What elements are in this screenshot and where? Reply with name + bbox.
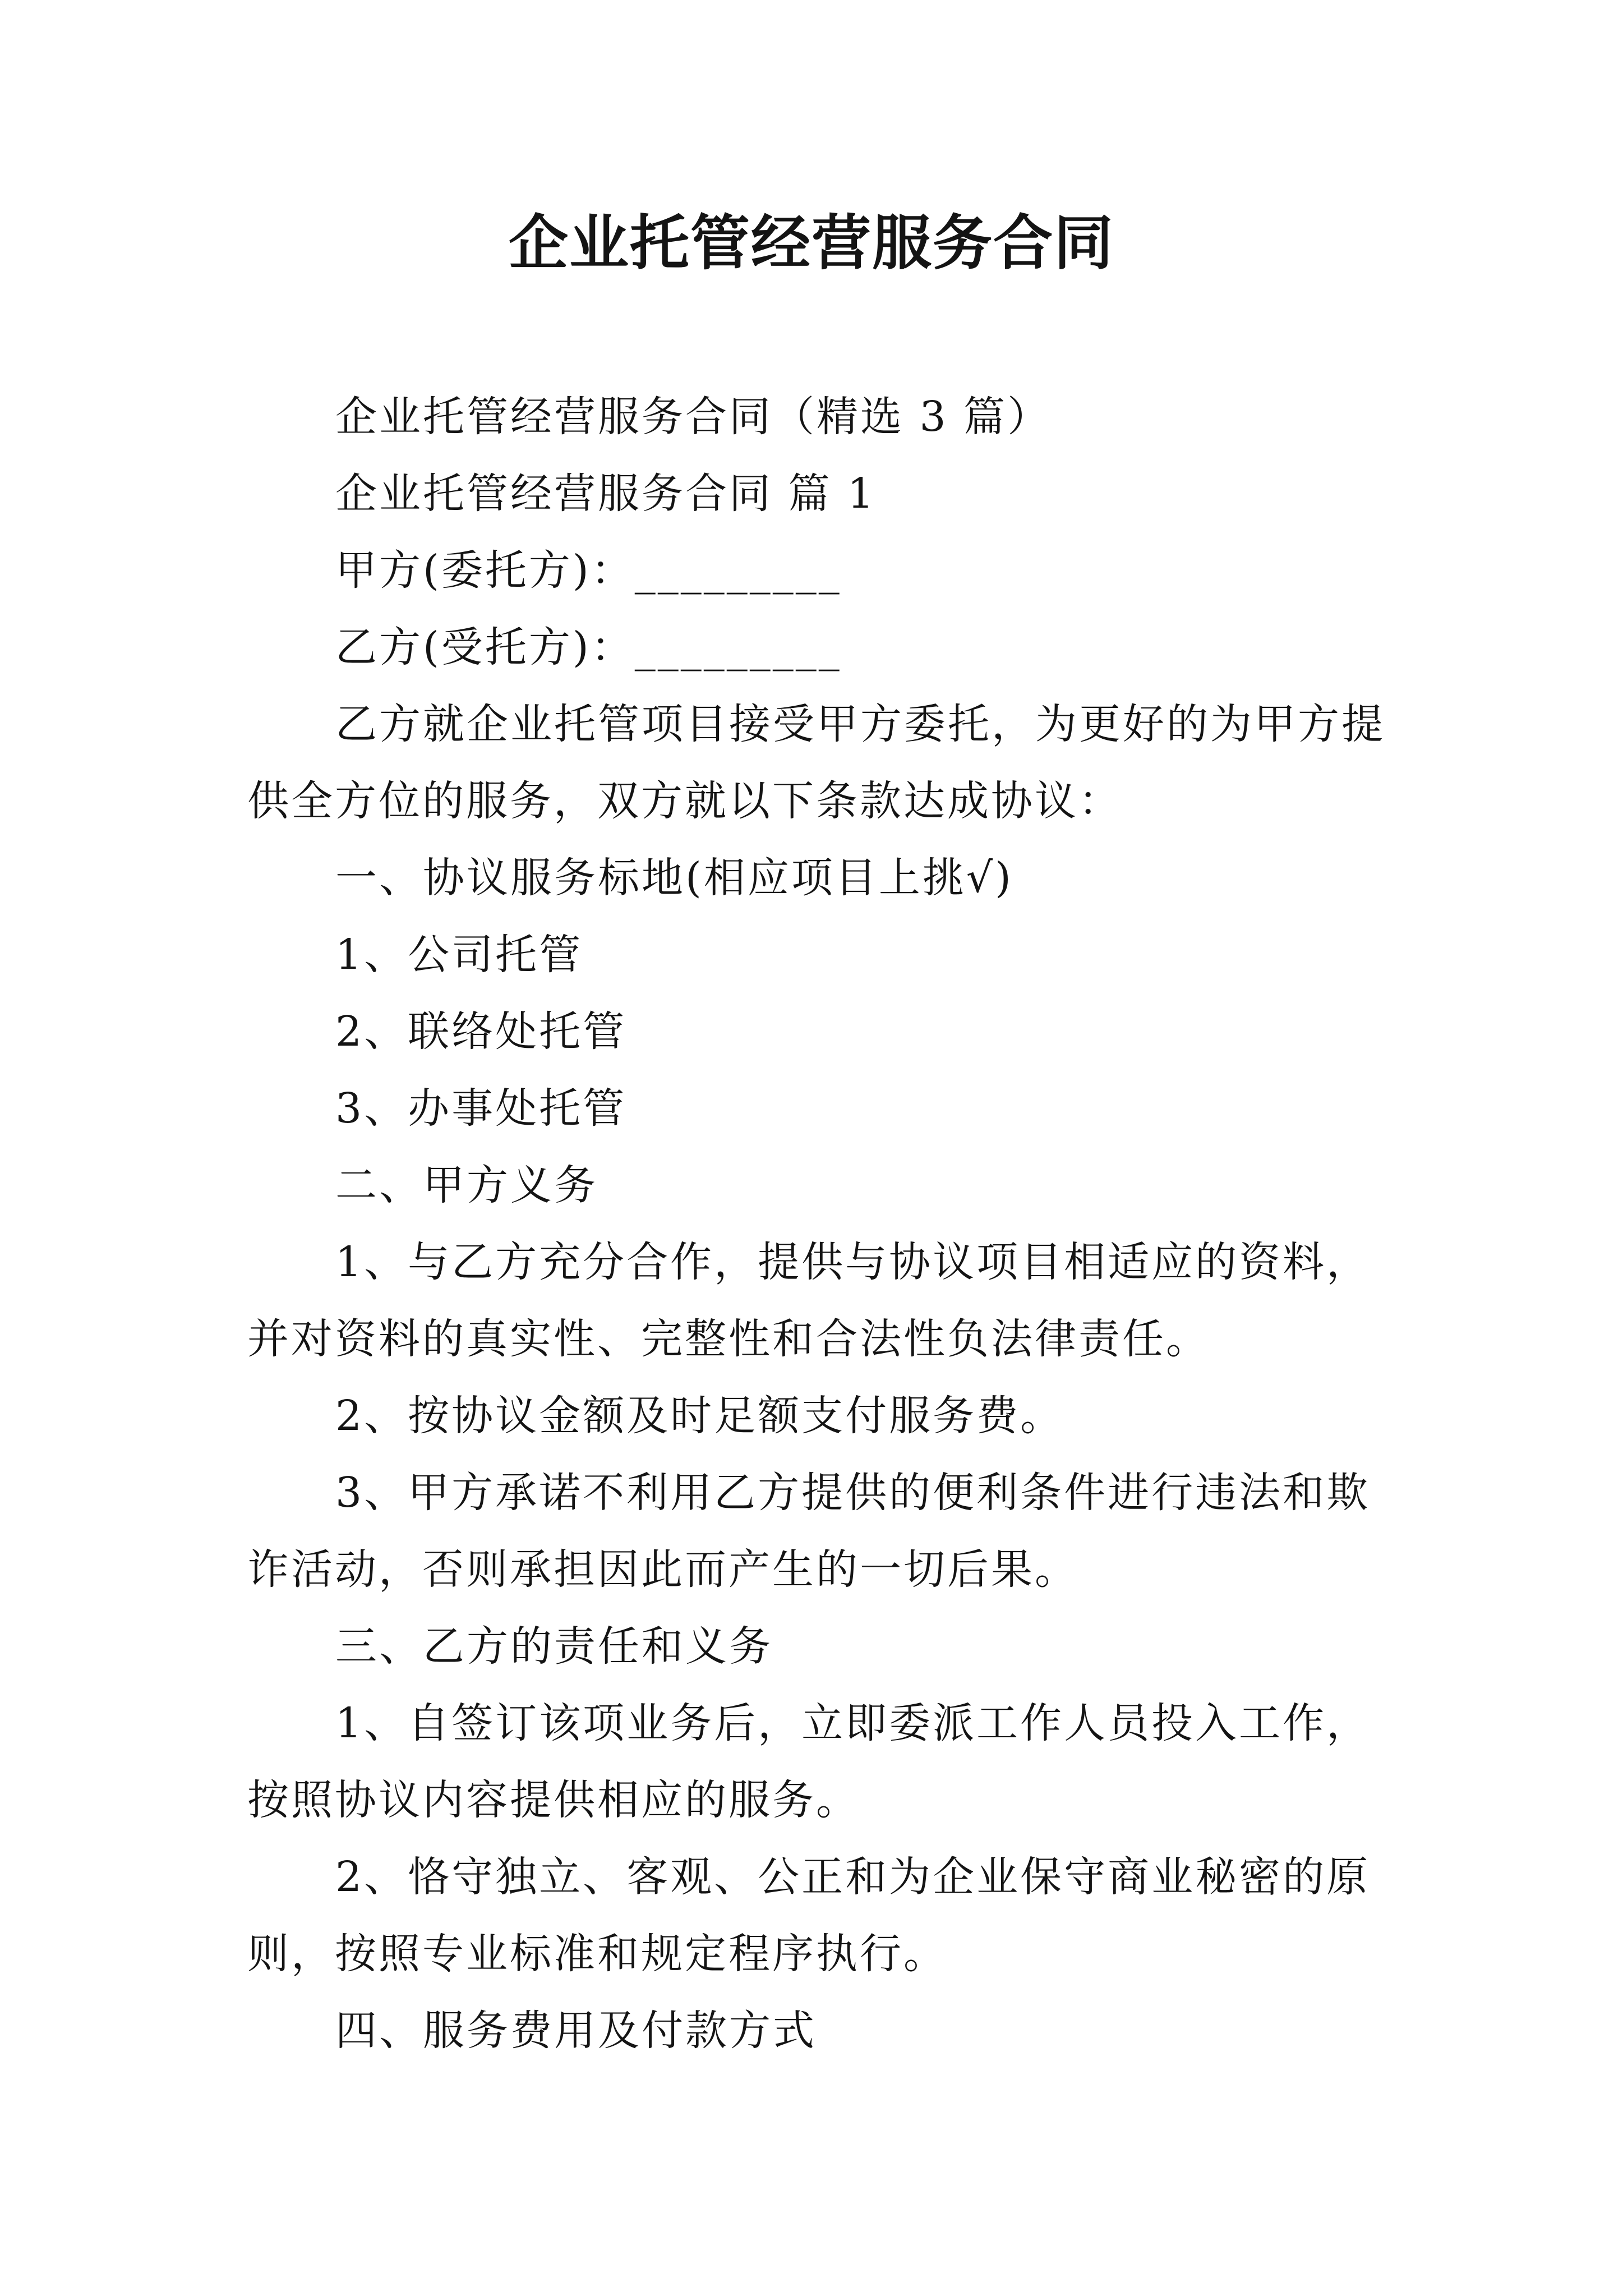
paragraph-line: 1、公司托管 <box>335 931 583 979</box>
clause-heading <box>247 1993 1425 2069</box>
clause-item <box>247 1378 1425 1455</box>
paragraph-line: 供全方位的服务，双方就以下条款达成协议： <box>247 777 1122 825</box>
party-b-field <box>247 609 1425 686</box>
paragraph-line: 2、按协议金额及时足额支付服务费。 <box>335 1392 1064 1440</box>
paragraph-line: 乙方就企业托管项目接受甲方委托，为更好的为甲方提 <box>335 700 1385 748</box>
document-body <box>247 379 1425 2069</box>
paragraph-line: 乙方(受托方)：_________ <box>335 623 842 671</box>
document-title: 企业托管经营服务合同 <box>509 208 1114 278</box>
paragraph-line: 3、办事处托管 <box>335 1084 627 1133</box>
paragraph-line: 诈活动，否则承担因此而产生的一切后果。 <box>247 1545 1078 1594</box>
clause-item <box>247 917 1425 993</box>
clause-item <box>247 1839 1425 1993</box>
clause-heading <box>247 1147 1425 1224</box>
paragraph-line: 2、联络处托管 <box>335 1007 627 1056</box>
paragraph-line: 企业托管经营服务合同（精选 3 篇） <box>335 393 1052 441</box>
clause-item <box>247 1455 1425 1608</box>
paragraph-line: 四、服务费用及付款方式 <box>335 2007 817 2055</box>
clause-heading <box>247 1608 1425 1685</box>
clause-item <box>247 1070 1425 1147</box>
paragraph-line: 按照协议内容提供相应的服务。 <box>247 1776 860 1824</box>
paragraph-line: 一、协议服务标地(相应项目上挑√) <box>335 854 1013 902</box>
paragraph-line: 2、恪守独立、客观、公正和为企业保守商业秘密的原 <box>335 1853 1371 1901</box>
paragraph-line: 3、甲方承诺不利用乙方提供的便利条件进行违法和欺 <box>335 1469 1371 1517</box>
clause-item <box>247 1224 1425 1378</box>
clause-item <box>247 993 1425 1070</box>
paragraph-line: 1、与乙方充分合作，提供与协议项目相适应的资料， <box>335 1238 1371 1286</box>
clause-item <box>247 1685 1425 1839</box>
paragraph-line: 三、乙方的责任和义务 <box>335 1622 773 1671</box>
paragraph-line: 并对资料的真实性、完整性和合法性负法律责任。 <box>247 1315 1210 1363</box>
clause-heading <box>247 840 1425 917</box>
intro-paragraph <box>247 686 1425 840</box>
paragraph-line: 则，按照专业标准和规定程序执行。 <box>247 1930 947 1978</box>
document-subtitle <box>247 379 1425 455</box>
paragraph-line: 1、自签订该项业务后，立即委派工作人员投入工作， <box>335 1699 1371 1747</box>
paragraph-line: 甲方(委托方)：_________ <box>335 546 842 595</box>
party-a-field <box>247 532 1425 609</box>
paragraph-line: 企业托管经营服务合同 篇 1 <box>335 470 877 518</box>
section-heading <box>247 455 1425 532</box>
paragraph-line: 二、甲方义务 <box>335 1161 598 1209</box>
